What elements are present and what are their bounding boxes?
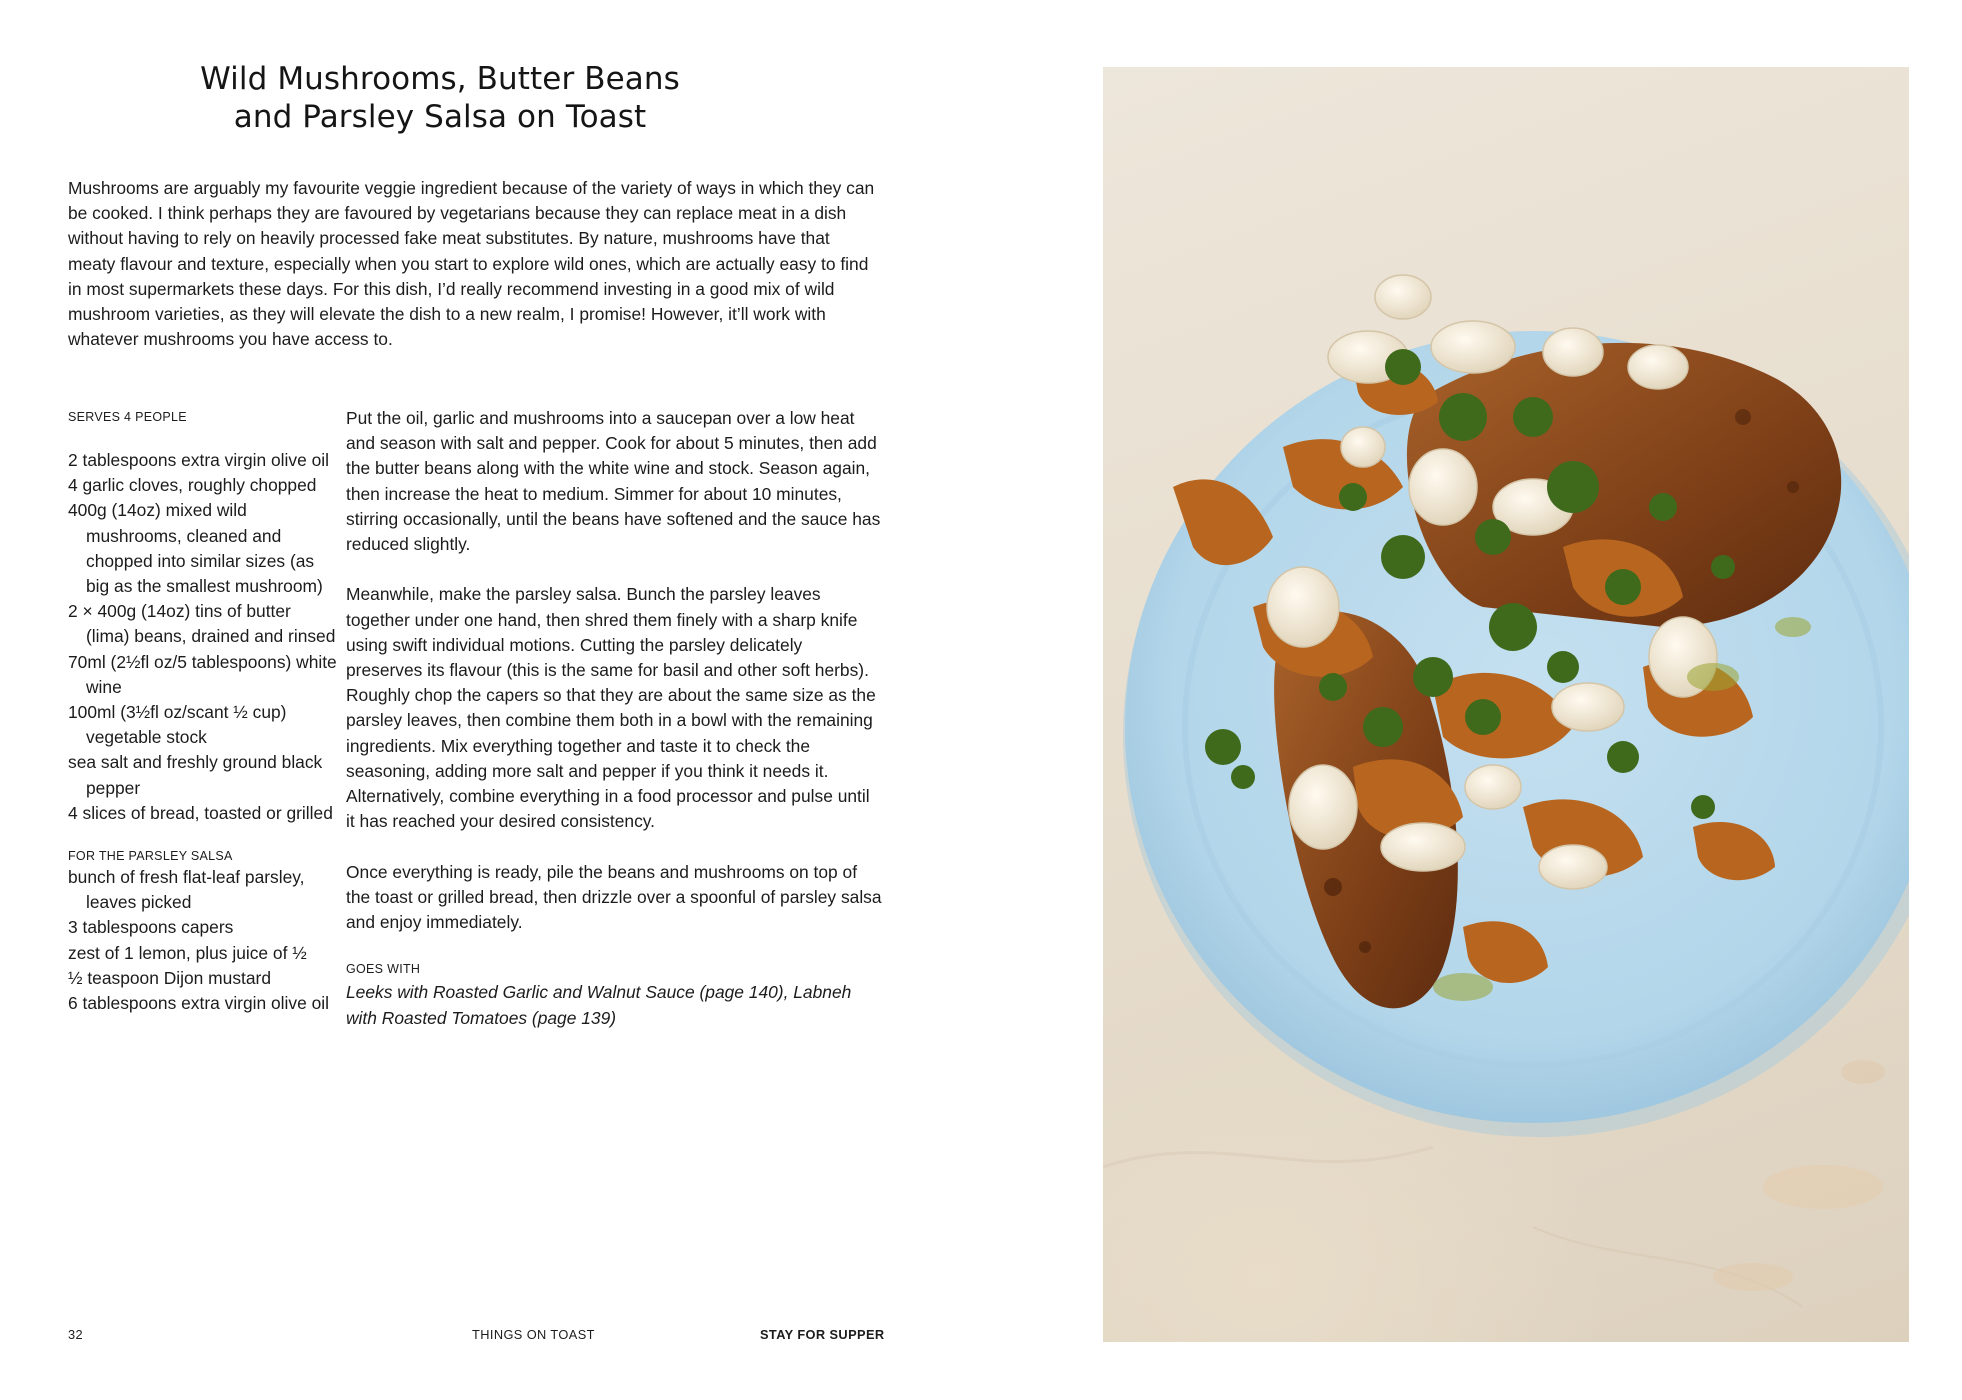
goes-with-text: Leeks with Roasted Garlic and Walnut Sauce (page 140), Labneh with Roasted Tomatoes (page 139) [346,982,852,1028]
ingredient-item: sea salt and freshly ground black pepper [68,752,323,798]
ingredient-item: 400g (14oz) mixed wild mushrooms, cleaned and chopped into similar sizes (as big as the smallest mushroom) [68,500,323,597]
recipe-intro: Mushrooms are arguably my favourite veggie ingredient because of the variety of ways in which they can be cooked. I think perhaps they are favoured by vegetarians because they can replace meat in a dish without having to rely on heavily processed fake meat substitutes. By nature, mushrooms have that meaty flavour and texture, especially when you start to explore wild ones, which are actually easy to find in most supermarkets these days. For this dish, I’d really recommend investing in a good mix of wild mushroom varieties, as they will elevate the dish to a new realm, I promise! However, it’ll work with whatever mushrooms you have access to. [68,178,875,350]
goes-with-heading: GOES WITH [346,962,421,977]
ingredient-item: 70ml (2½fl oz/5 tablespoons) white wine [68,651,337,697]
ingredient-item: 2 tablespoons extra virgin olive oil [68,450,330,470]
dish-photo [1103,67,1909,1342]
recipe-title-line-2: and Parsley Salsa on Toast [233,99,647,135]
salsa-heading: FOR THE PARSLEY SALSA [68,849,233,864]
salsa-ingredient-item: 6 tablespoons extra virgin olive oil [68,993,330,1014]
ingredient-item: 4 slices of bread, toasted or grilled [68,802,333,823]
method-step: Once everything is ready, pile the beans and mushrooms on top of the toast or grilled bread, then drizzle over a spoonful of parsley salsa and enjoy immediately. [346,861,882,933]
section-name: THINGS ON TOAST [472,1327,595,1342]
book-title: STAY FOR SUPPER [760,1327,885,1342]
method-column [346,406,882,1031]
ingredients-column [68,406,338,1016]
method-step: Meanwhile, make the parsley salsa. Bunch the parsley leaves together under one hand, then shred them finely with a sharp knife using swift individual motions. Cutting the parsley delicately preserves its flavour (this is the same for basil and other soft herbs). Roughly chop the capers so that they are about the same size as the parsley leaves, then combine them both in a bowl with the remaining ingredients. Mix everything together and taste it to check the seasoning, adding more salt and pepper if you think it needs it. Alternatively, combine everything in a food processor and pulse until it has reached your desired consistency. [346,584,876,832]
dish-photo-illustration [1103,67,1909,1342]
method-step: Put the oil, garlic and mushrooms into a saucepan over a low heat and season with salt and pepper. Cook for about 5 minutes, then add the butter beans along with the white wine and stock. Season again, then increase the heat to medium. Simmer for about 10 minutes, stirring occasionally, until the beans have softened and the sauce has reduced slightly. [346,408,881,555]
ingredient-item: 100ml (3½fl oz/scant ½ cup) vegetable stock [68,702,287,748]
page-number: 32 [68,1327,84,1342]
ingredient-item: 4 garlic cloves, roughly chopped [68,475,317,496]
salsa-ingredient-item: ½ teaspoon Dijon mustard [68,967,272,988]
serves-label: SERVES 4 PEOPLE [68,410,187,424]
salsa-ingredient-item: zest of 1 lemon, plus juice of ½ [68,942,307,963]
recipe-title-line-1: Wild Mushrooms, Butter Beans [200,61,680,97]
ingredient-item: 2 × 400g (14oz) tins of butter (lima) beans, drained and rinsed [68,601,336,647]
salsa-ingredient-item: bunch of fresh flat-leaf parsley, leaves picked [68,867,305,913]
ingredient-list [68,448,338,826]
salsa-ingredient-item: 3 tablespoons capers [68,917,234,938]
salsa-ingredient-list [68,865,338,1016]
recipe-title [190,60,690,136]
